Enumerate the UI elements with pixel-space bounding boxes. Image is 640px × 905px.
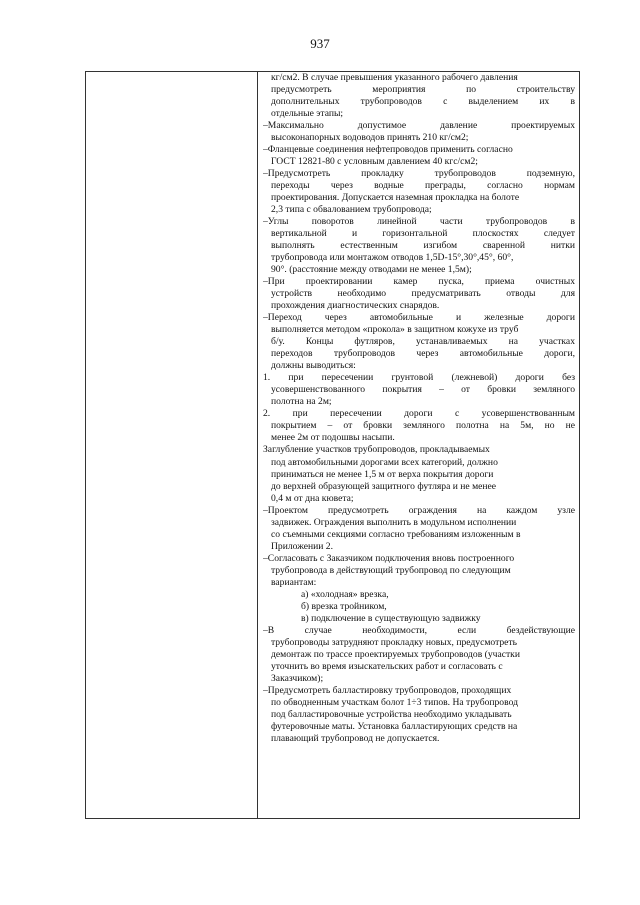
text-line: вертикальной и горизонтальной плоскостях следует [271,228,575,240]
text-line: предусмотреть мероприятия по строительству [271,84,575,96]
text-line: устройств необходимо предусматривать отводы для [271,288,575,300]
text-line: 1. при пересечении грунтовой (лежневой) дороги без [263,372,575,384]
text-line: б) врезка тройником, [301,600,387,612]
text-line: прохождения диагностических снарядов. [271,300,440,312]
text-line: уточнить во время изыскательских работ и согласовать с [271,660,503,672]
text-line: полотна на 2м; [271,396,332,408]
text-line: менее 2м от подошвы насыпи. [271,432,395,444]
text-line: –При проектировании камер пуска, приема очистных [263,276,575,288]
text-line: отдельные этапы; [271,108,344,120]
text-line: проектирования. Допускается наземная прокладка на болоте [271,192,520,204]
column-divider [257,72,258,818]
text-line: б/у. Концы футляров, устанавливаемых на участках [271,336,575,348]
text-line: –Максимально допустимое давление проектируемых [263,120,575,132]
text-line: дополнительных трубопроводов с выделением их в [271,96,575,108]
text-line: плавающий трубопровод не допускается. [271,732,440,744]
text-line: трубопровода в действующий трубопровод по следующим [271,564,511,576]
text-line: трубопровода или монтажом отводов 1,5D-15°,30°,45°, 60°, [271,252,514,264]
text-line: 2,3 типа с обвалованием трубопровода; [271,204,432,216]
text-line: –Проектом предусмотреть ограждения на каждом узле [263,504,575,516]
text-line: 0,4 м от дна кювета; [271,492,354,504]
text-line: покрытием – от бровки земляного полотна на 5м, но не [271,420,575,432]
text-line: 2. при пересечении дороги с усовершенствованным [263,408,575,420]
text-line: под автомобильными дорогами всех категорий, должно [271,456,498,468]
text-line: футеровочные маты. Установка балластирующих средств на [271,720,518,732]
text-line: выполнять естественным изгибом сваренной нитки [271,240,575,252]
text-line: по обводненным участкам болот 1÷3 типов. На трубопровод [271,696,518,708]
text-line: Заглубление участков трубопроводов, прокладываемых [263,444,490,456]
text-line: до верхней образующей защитного футляра и не менее [271,480,497,492]
text-line: трубопроводы затрудняют прокладку новых, предусмотреть [271,636,518,648]
text-line: задвижек. Ограждения выполнить в модульном исполнении [271,516,517,528]
text-line: вариантам: [271,576,317,588]
text-line: в) подключение в существующую задвижку [301,612,481,624]
text-line: демонтаж по трассе проектируемых трубопроводов (участки [271,648,520,660]
text-line: –Согласовать с Заказчиком подключения вновь построенного [263,552,515,564]
text-line: 90°. (расстояние между отводами не менее 1,5м); [271,264,472,276]
text-line: Приложении 2. [271,540,333,552]
text-line: под балластировочные устройства необходимо укладывать [271,708,512,720]
requirements-cell [263,72,575,818]
text-line: высоконапорных водоводов принять 210 кг/см2; [271,132,469,144]
text-line: –Переход через автомобильные и железные дороги [263,312,575,324]
text-line: –Фланцевые соединения нефтепроводов применить согласно [263,144,513,156]
text-line: усовершенствованного покрытия – от бровки земляного [271,384,575,396]
text-line: выполняется методом «прокола» в защитном кожухе из труб [271,324,519,336]
text-line: ГОСТ 12821-80 с условным давлением 40 кгс/см2; [271,156,478,168]
text-line: а) «холодная» врезка, [301,588,389,600]
text-line: приниматься не менее 1,5 м от верха покрытия дороги [271,468,494,480]
text-line: –Углы поворотов линейной части трубопроводов в [263,216,575,228]
table-frame [85,71,580,819]
text-line: –Предусмотреть прокладку трубопроводов подземную, [263,168,575,180]
text-line: переходы через водные преграды, согласно нормам [271,180,575,192]
page-number: 937 [310,36,330,51]
text-line: Заказчиком); [271,672,324,684]
text-line: кг/см2. В случае превышения указанного рабочего давления [271,72,518,83]
text-line: переходов трубопроводов через автомобильные дороги, [271,348,575,360]
text-line: –В случае необходимости, если бездействующие [263,624,575,636]
text-line: должны выводиться: [271,360,356,372]
text-line: со съемными секциями согласно требованиям изложенным в [271,528,521,540]
text-line: –Предусмотреть балластировку трубопроводов, проходящих [263,684,512,696]
